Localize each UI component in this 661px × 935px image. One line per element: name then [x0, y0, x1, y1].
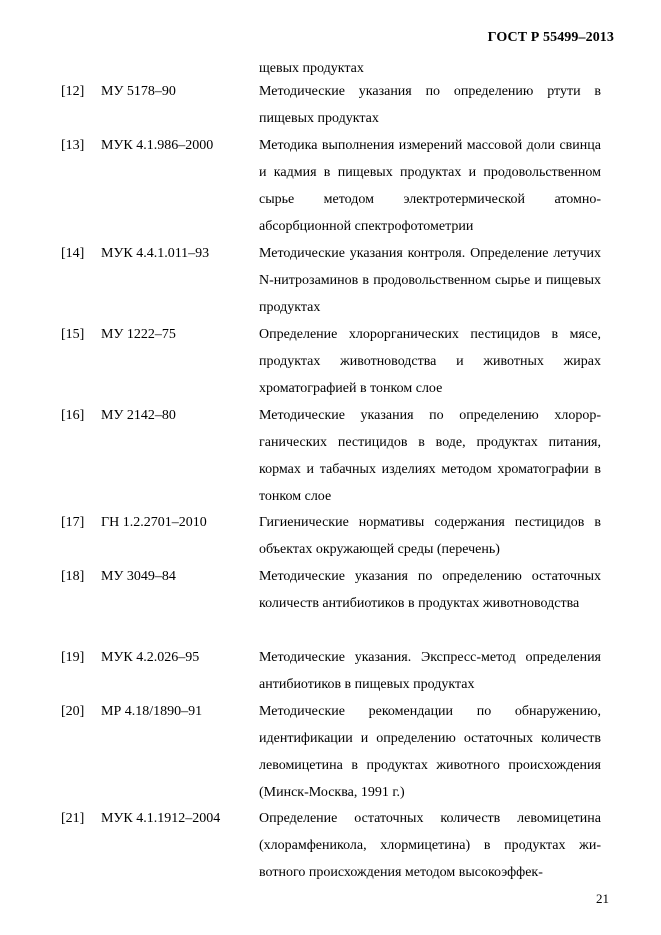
reference-code: ГН 1.2.2701–2010	[101, 515, 207, 530]
reference-description: Определение остаточных количеств левомицетина (хлорамфеникола, хлормицетина) в продуктах животного происхождения методом высокоэффек-	[259, 811, 601, 880]
continuation-text: щевых продуктах	[259, 61, 364, 76]
reference-description: Методические указания по определению хлорорганических пестицидов в воде, продуктах питания, кормах и табачных изделиях методом хроматографии в тонком слое	[259, 408, 601, 504]
reference-number: [20]	[61, 704, 85, 719]
reference-description: Методические указания по определению остаточных количеств антибиотиков в продуктах животноводства	[259, 569, 601, 611]
reference-number: [18]	[61, 569, 85, 584]
reference-description: Гигиенические нормативы содержания пестицидов в объектах окружающей среды (перечень)	[259, 515, 601, 557]
reference-description: Методика выполнения измерений массовой доли свинца и кадмия в пищевых продуктах и продовольственном сырье методом электротермической атомно-абсорбционной спектрофотометрии	[259, 138, 601, 234]
reference-description: Методические указания контроля. Определение летучих N-нитрозаминов в продовольственном сырье и пищевых продуктах	[259, 246, 601, 315]
reference-description: Методические указания по определению ртути в пищевых продуктах	[259, 84, 601, 126]
reference-code: МУ 3049–84	[101, 569, 176, 584]
reference-code: МУ 2142–80	[101, 408, 176, 423]
reference-description: Методические рекомендации по обнаружению, идентификации и определению остаточных количеств левомицетина в продуктах животного происхождения (Минск-Москва, 1991 г.)	[259, 704, 601, 800]
reference-number: [14]	[61, 246, 85, 261]
reference-code: МУК 4.1.986–2000	[101, 138, 214, 153]
reference-code: МУК 4.2.026–95	[101, 650, 200, 665]
reference-code: МУК 4.1.1912–2004	[101, 811, 221, 826]
reference-number: [19]	[61, 650, 85, 665]
reference-code: МУК 4.4.1.011–93	[101, 246, 210, 261]
reference-number: [15]	[61, 327, 85, 342]
reference-code: МР 4.18/1890–91	[101, 704, 203, 719]
reference-code: МУ 1222–75	[101, 327, 176, 342]
reference-code: МУ 5178–90	[101, 84, 176, 99]
reference-description: Методические указания. Экспресс-метод определения антибиотиков в пищевых продуктах	[259, 650, 601, 692]
reference-description: Определение хлорорганических пестицидов в мясе, продуктах животноводства и животных жирах хроматографией в тонком слое	[259, 327, 601, 396]
reference-number: [16]	[61, 408, 85, 423]
page-number: 21	[596, 891, 609, 906]
reference-number: [21]	[61, 811, 85, 826]
reference-number: [12]	[61, 84, 85, 99]
reference-number: [17]	[61, 515, 85, 530]
document-header: ГОСТ Р 55499–2013	[487, 30, 614, 45]
reference-number: [13]	[61, 138, 85, 153]
